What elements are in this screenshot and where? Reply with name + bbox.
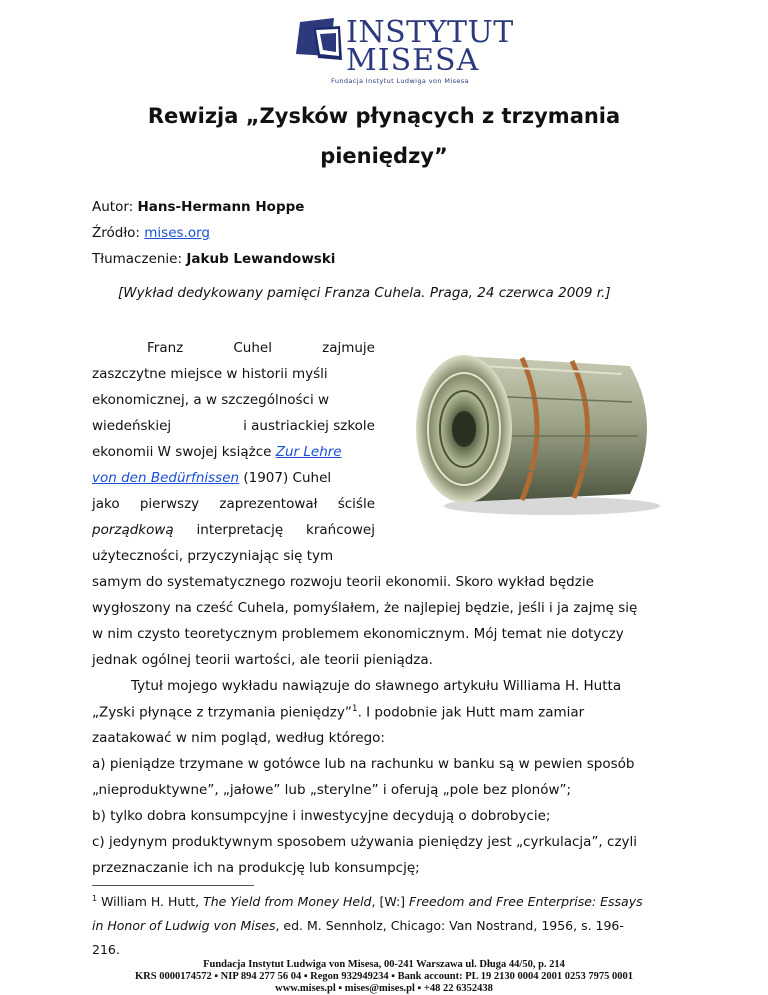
list-item-b: b) tylko dobra konsumpcyjne i inwestycyjne decydują o dobrobycie; [92, 808, 551, 824]
body-line: porządkową interpretację krańcowej [92, 522, 375, 538]
translation-line [92, 251, 335, 267]
body-line: Franz Cuhel zajmuje [147, 340, 375, 356]
body-line: zaszczytne miejsce w historii myśli [92, 366, 328, 382]
footnote-line: 216. [92, 942, 120, 957]
document-title-line1: Rewizja „Zysków płynących z trzymania [147, 104, 621, 128]
body-line: Tytuł mojego wykładu nawiązuje do sławnego artykułu Williama H. Hutta [131, 678, 622, 694]
list-item-a-cont: „nieproduktywne”, „jałowe” lub „sterylne” i oferują „pole bez plonów”; [92, 782, 572, 798]
author-label: Autor: [92, 199, 138, 215]
body-line: zaatakować w nim pogląd, według którego: [92, 730, 385, 746]
document-title-line2: pieniędzy” [320, 144, 448, 168]
footnote-number: 1 [92, 894, 98, 903]
body-line: jako pierwszy zaprezentował ściśle [92, 496, 375, 512]
footnote-line: in Honor of Ludwig von Mises, ed. M. Sennholz, Chicago: Van Nostrand, 1956, s. 196- [92, 918, 624, 933]
body-line: samym do systematycznego rozwoju teorii ekonomii. Skoro wykład będzie [92, 574, 594, 590]
logo-tagline: Fundacja Instytut Ludwiga von Misesa [331, 77, 469, 85]
footnote-divider [92, 885, 254, 886]
footer-contact: www.mises.pl ▪ mises@mises.pl ▪ +48 22 6352438 [275, 983, 493, 994]
footer-registry: KRS 0000174572 ▪ NIP 894 277 56 04 ▪ Regon 932949234 ▪ Bank account: PL 19 2130 0004 2001 0253 7975 0001 [135, 971, 633, 982]
source-link[interactable]: mises.org [144, 225, 210, 241]
translation-label: Tłumaczenie: [92, 251, 187, 267]
body-line: użyteczności, przyczyniając się tym [92, 548, 334, 564]
list-item-c: c) jedynym produktywnym sposobem używania pieniędzy jest „cyrkulacja”, czyli [92, 834, 638, 850]
footnote: $^1$ William H. Hutt, The Yield from Money Held, [W:] Freedom and Free Enterprise: Essays [92, 894, 643, 910]
body-line: von den Bedürfnissen (1907) Cuhel [92, 470, 332, 486]
body-line: wiedeńskiej i austriackiej szkole [92, 418, 375, 434]
source-line [92, 225, 210, 241]
dedication: [Wykład dedykowany pamięci Franza Cuhela. Praga, 24 czerwca 2009 r.] [118, 285, 611, 301]
body-line: „Zyski płynące z trzymania pieniędzy”$^1$. I podobnie jak Hutt mam zamiar [92, 704, 585, 721]
body-line: wygłoszony na cześć Cuhela, pomyślałem, że najlepiej będzie, jeśli i ja zajmę się [92, 600, 638, 616]
list-item-a: a) pieniądze trzymane w gotówce lub na rachunku w banku są w pewien sposób [92, 756, 635, 772]
body-line: ekonomicznej, a w szczególności w [92, 392, 330, 408]
body-line: ekonomii W swojej książce Zur Lehre [92, 444, 342, 460]
body-line: w nim czysto teoretycznym problemem ekonomicznym. Mój temat nie dotyczy [92, 626, 624, 642]
instytut-misesa-logo-icon [296, 16, 344, 62]
money-roll-image [402, 326, 664, 518]
book-link[interactable]: Zur Lehre [275, 444, 342, 460]
footer-address: Fundacja Instytut Ludwiga von Misesa, 00-241 Warszawa ul. Długa 44/50, p. 214 [203, 959, 565, 970]
list-item-c-cont: przeznaczanie ich na produkcję lub konsumpcję; [92, 860, 420, 876]
source-label: Źródło: [92, 225, 145, 241]
footnote-ref[interactable]: 1 [351, 704, 358, 714]
logo-text-instytut: INSTYTUT [346, 15, 514, 50]
logo-text-misesa: MISESA [346, 43, 480, 78]
body-line: jednak ogólnej teorii wartości, ale teorii pieniądza. [92, 652, 433, 668]
author-line [92, 199, 304, 215]
book-link[interactable]: von den Bedürfnissen [92, 470, 240, 486]
translator-name: Jakub Lewandowski [186, 251, 336, 267]
author-name: Hans-Hermann Hoppe [137, 199, 305, 215]
